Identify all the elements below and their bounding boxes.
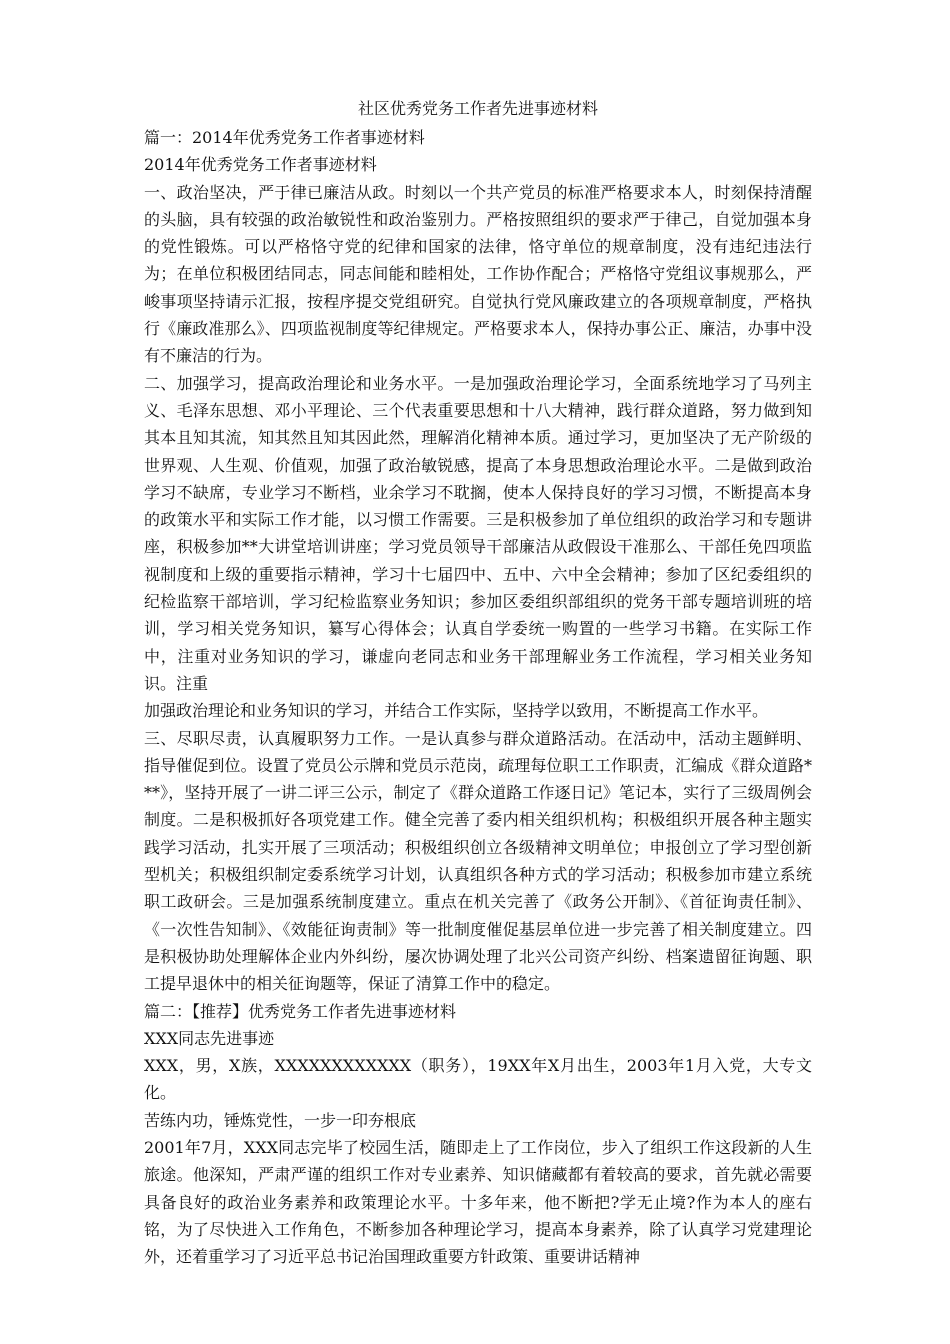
paragraph-duty: 三、尽职尽责，认真履职努力工作。一是认真参与群众道路活动。在活动中，活动主题鲜明、指导催促到位。设置了党员公示牌和党员示范岗，疏理每位职工工作职责，汇编成《群众道路***》，坚持开展了一讲二评三公示，制定了《群众道路工作逐日记》笔记本，实行了三级周例会制度。二是积极抓好各项党建工作。健全完善了委内相关组织机构；积极组织开展各种主题实践学习活动，扎实开展了三项活动；积极组织创立各级精神文明单位；申报创立了学习型创新型机关；积极组织制定委系统学习计划，认真组织各种方式的学习活动；积极参加市建立系统职工政研会。三是加强系统制度建立。重点在机关完善了《政务公开制》、《首征询责任制》、《一次性告知制》、《效能征询责制》等一批制度催促基层单位进一步完善了相关制度建立。四是积极协助处理解体企业内外纠纷，屡次协调处理了北兴公司资产纠纷、档案遗留征询题、职工提早退休中的相关征询题等，保证了清算工作中的稳定。 (144, 728, 812, 994)
document-page (144, 96, 812, 1270)
paragraph-study: 二、加强学习，提高政治理论和业务水平。一是加强政治理论学习，全面系统地学习了马列主义、毛泽东思想、邓小平理论、三个代表重要思想和十八大精神，践行群众道路，努力做到知其本且知其流，知其然且知其因此然，理解消化精神本质。通过学习，更加坚决了无产阶级的世界观、人生观、价值观，加强了政治敏锐感，提高了本身思想政治理论水平。二是做到政治学习不缺席，专业学习不断档，业余学习不耽搁，使本人保持良好的学习习惯，不断提高本身的政策水平和实际工作才能，以习惯工作需要。三是积极参加了单位组织的政治学习和专题讲座，积极参加**大讲堂培训讲座；学习党员领导干部廉洁从政假设干准那么、干部任免四项监视制度和上级的重要指示精神，学习十七届四中、五中、六中全会精神；参加了区纪委组织的纪检监察干部培训，学习纪检监察业务知识；参加区委组织部组织的党务干部专题培训班的培训，学习相关党务知识，纂写心得体会；认真自学委统一购置的一些学习书籍。在实际工作中，注重对业务知识的学习，谦虚向老同志和业务干部理解业务工作流程，学习相关业务知识。注重 (144, 373, 812, 693)
sub-heading-1: 2014年优秀党务工作者事迹材料 (144, 155, 377, 175)
document-title: 社区优秀党务工作者先进事迹材料 (357, 99, 598, 118)
sub-heading-2: XXX同志先进事迹 (144, 1028, 275, 1048)
sub-heading-3: 苦练内功，锤炼党性，一步一印夯根底 (144, 1110, 417, 1130)
section-heading-2: 篇二：【推荐】优秀党务工作者先进事迹材料 (144, 1001, 457, 1021)
section-heading-1: 篇一：2014年优秀党务工作者事迹材料 (144, 128, 425, 147)
paragraph-politics: 一、政治坚决，严于律已廉洁从政。时刻以一个共产党员的标准严格要求本人，时刻保持清醒的头脑，具有较强的政治敏锐性和政治鉴别力。严格按照组织的要求严于律己，自觉加强本身的党性锻炼。可以严格恪守党的纪律和国家的法律，恪守单位的规章制度，没有违纪违法行为；在单位积极团结同志，同志间能和睦相处，工作协作配合；严格恪守党组议事规那么，严峻事项坚持请示汇报，按程序提交党组研究。自觉执行党风廉政建立的各项规章制度，严格执行《廉政准那么》、四项监视制度等纪律规定。严格要求本人，保持办事公正、廉洁，办事中没有不廉洁的行为。 (144, 182, 812, 366)
paragraph-study-continued: 加强政治理论和业务知识的学习，并结合工作实际，坚持学以致用，不断提高工作水平。 (144, 701, 769, 721)
paragraph-profile: XXX，男，X族，XXXXXXXXXXXX（职务），19XX年X月出生，2003年1月入党，大专文化。 (144, 1056, 812, 1103)
paragraph-career: 2001年7月，XXX同志完毕了校园生活，随即走上了工作岗位，步入了组织工作这段新的人生旅途。他深知，严肃严谨的组织工作对专业素养、知识储藏都有着较高的要求，首先就必需要具备良好的政治业务素养和政策理论水平。十多年来，他不断把?学无止境?作为本人的座右铭，为了尽快进入工作角色，不断参加各种理论学习，提高本身素养，除了认真学习党建理论外，还着重学习了习近平总书记治国理政重要方针政策、重要讲话精神 (144, 1137, 812, 1267)
